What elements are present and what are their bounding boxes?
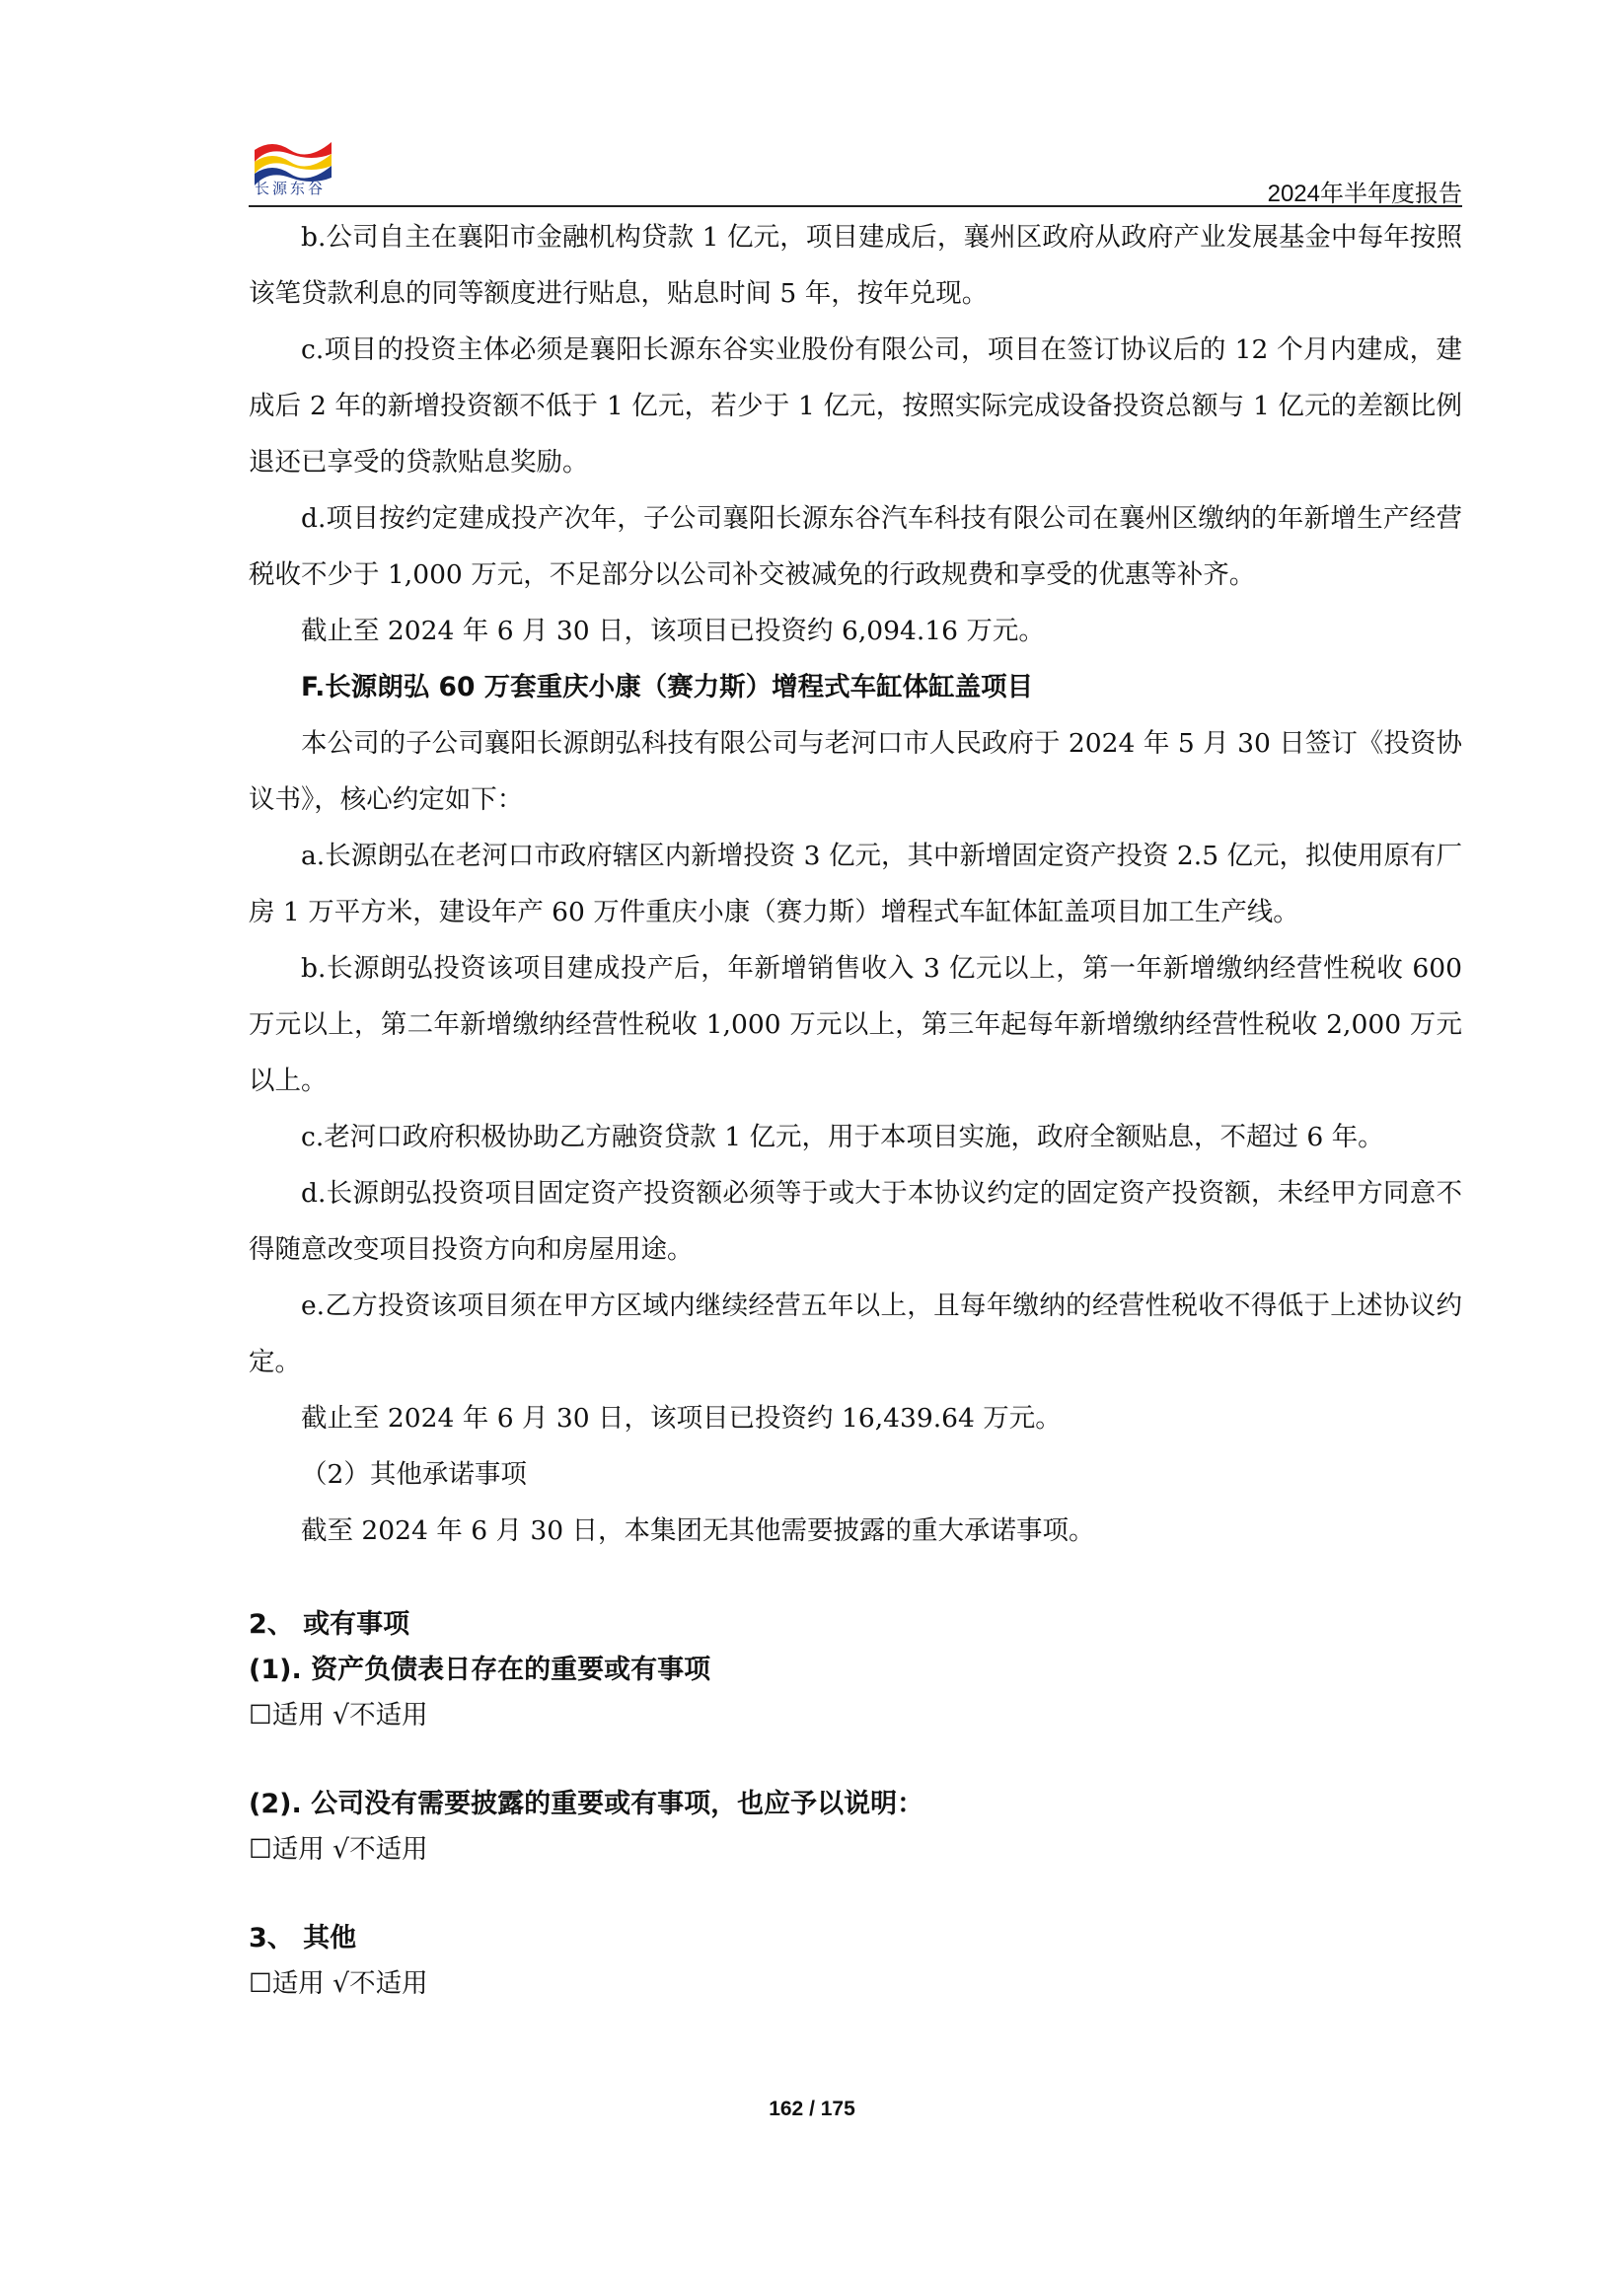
logo-text: 长源东谷 [255, 180, 327, 197]
page-number: 162 / 175 [769, 2098, 855, 2120]
paragraph: c.老河口政府积极协助乙方融资贷款 1 亿元，用于本项目实施，政府全额贴息，不超过 6 年。 [301, 1122, 1384, 1152]
paragraph: 截至 2024 年 6 月 30 日，本集团无其他需要披露的重大承诺事项。 [301, 1515, 1095, 1546]
header-divider [249, 205, 1462, 207]
applicability-options: ☐适用 √不适用 [249, 1968, 428, 1999]
section-heading-other: 3、 其他 [249, 1923, 357, 1953]
section-heading-contingencies: 2、 或有事项 [249, 1609, 410, 1640]
applicability-options: ☐适用 √不适用 [249, 1834, 428, 1865]
subsection-label: （2）其他承诺事项 [301, 1459, 527, 1490]
paragraph: b.公司自主在襄阳市金融机构贷款 1 亿元，项目建成后，襄州区政府从政府产业发展基金中每年按照该笔贷款利息的同等额度进行贴息，贴息时间 5 年，按年兑现。 [249, 222, 1462, 309]
paragraph: e.乙方投资该项目须在甲方区域内继续经营五年以上，且每年缴纳的经营性税收不得低于上述协议约定。 [249, 1290, 1462, 1377]
paragraph: 本公司的子公司襄阳长源朗弘科技有限公司与老河口市人民政府于 2024 年 5 月 30 日签订《投资协议书》，核心约定如下： [249, 728, 1462, 815]
paragraph: 截止至 2024 年 6 月 30 日，该项目已投资约 6,094.16 万元。 [301, 616, 1045, 646]
document-body [249, 209, 1462, 2007]
project-heading: F.长源朗弘 60 万套重庆小康（赛力斯）增程式车缸体缸盖项目 [301, 672, 1034, 702]
paragraph: b.长源朗弘投资该项目建成投产后，年新增销售收入 3 亿元以上，第一年新增缴纳经营性税收 600 万元以上，第二年新增缴纳经营性税收 1,000 万元以上，第三年起每年新增缴纳经营性税收 2,000 万元以上。 [249, 953, 1462, 1096]
paragraph: 截止至 2024 年 6 月 30 日，该项目已投资约 16,439.64 万元。 [301, 1403, 1062, 1434]
paragraph: d.长源朗弘投资项目固定资产投资额必须等于或大于本协议约定的固定资产投资额，未经甲方同意不得随意改变项目投资方向和房屋用途。 [249, 1178, 1462, 1265]
subsection-heading: (2). 公司没有需要披露的重要或有事项，也应予以说明： [249, 1789, 924, 1819]
report-title: 2024年半年度报告 [1267, 181, 1462, 207]
applicability-options: ☐适用 √不适用 [249, 1700, 428, 1731]
subsection-heading: (1). 资产负债表日存在的重要或有事项 [249, 1655, 711, 1685]
paragraph: a.长源朗弘在老河口市政府辖区内新增投资 3 亿元，其中新增固定资产投资 2.5 亿元，拟使用原有厂房 1 万平方米，建设年产 60 万件重庆小康（赛力斯）增程式车缸体缸盖项目加工生产线。 [249, 841, 1462, 927]
paragraph: c.项目的投资主体必须是襄阳长源东谷实业股份有限公司，项目在签订协议后的 12 个月内建成，建成后 2 年的新增投资额不低于 1 亿元，若少于 1 亿元，按照实际完成设备投资总额与 1 亿元的差额比例退还已享受的贷款贴息奖励。 [249, 334, 1462, 478]
paragraph: d.项目按约定建成投产次年，子公司襄阳长源东谷汽车科技有限公司在襄州区缴纳的年新增生产经营税收不少于 1,000 万元，不足部分以公司补交被减免的行政规费和享受的优惠等补齐。 [249, 503, 1462, 590]
